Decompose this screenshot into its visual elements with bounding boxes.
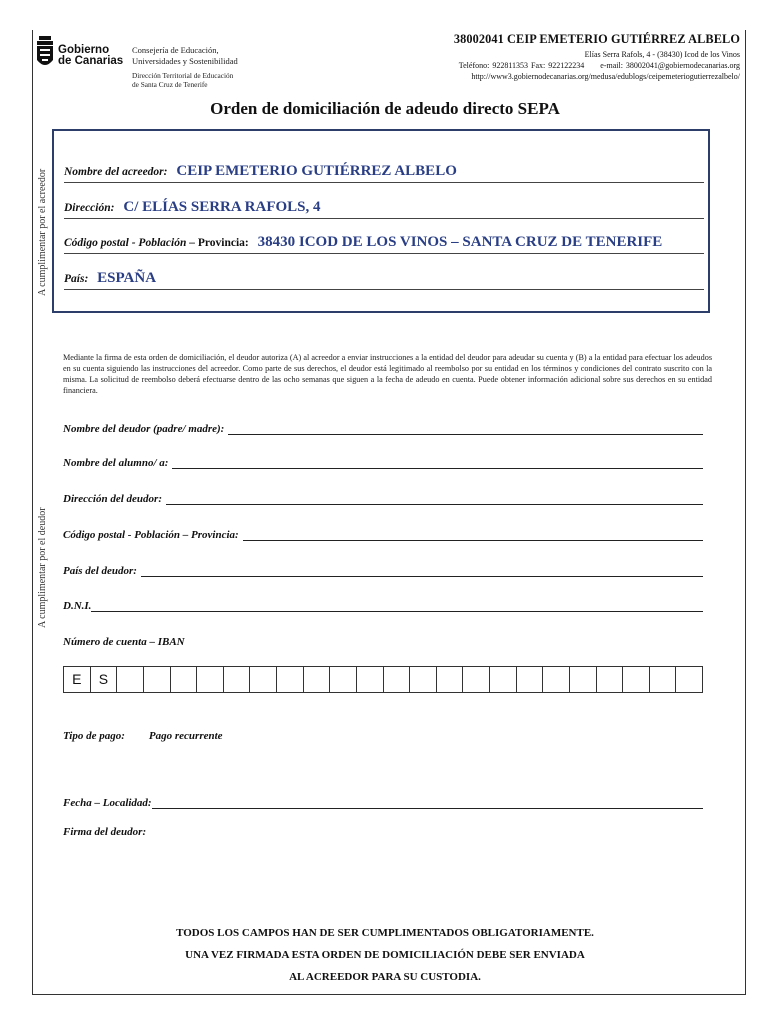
iban-cell[interactable] <box>117 667 144 692</box>
creditor-box <box>52 129 710 313</box>
creditor-country-label: País: <box>64 273 89 285</box>
debtor-parent-line[interactable] <box>228 424 703 435</box>
dni-line[interactable] <box>91 601 703 612</box>
iban-grid[interactable] <box>63 666 703 693</box>
iban-cell[interactable] <box>224 667 251 692</box>
creditor-name-row: Nombre del acreedor: CEIP EMETERIO GUTIÉRREZ ALBELO <box>64 163 704 183</box>
iban-cell[interactable] <box>623 667 650 692</box>
iban-cell[interactable] <box>437 667 464 692</box>
iban-cell[interactable] <box>463 667 490 692</box>
creditor-name-label: Nombre del acreedor <box>64 166 164 178</box>
school-address: Elías Serra Rafols, 4 - (38430) Icod de los Vinos <box>584 50 740 59</box>
iban-cell[interactable] <box>543 667 570 692</box>
iban-cell[interactable] <box>490 667 517 692</box>
iban-cell[interactable] <box>330 667 357 692</box>
iban-cell[interactable] <box>650 667 677 692</box>
creditor-postal-label: Código postal - Población – <box>64 237 195 249</box>
debtor-address-field[interactable] <box>63 493 703 505</box>
student-name-field[interactable] <box>63 457 703 469</box>
consejeria <box>132 45 238 66</box>
debtor-postal-line[interactable] <box>243 530 703 541</box>
school-name: 38002041 CEIP EMETERIO GUTIÉRREZ ALBELO <box>453 32 740 46</box>
logo-line1: Gobierno <box>58 44 110 56</box>
iban-cell[interactable] <box>197 667 224 692</box>
gobierno-logo <box>36 36 123 70</box>
logo-line2: de Canarias <box>58 55 124 67</box>
iban-cell[interactable] <box>384 667 411 692</box>
creditor-name-value: CEIP EMETERIO GUTIÉRREZ ALBELO <box>176 163 457 179</box>
debtor-postal-label: Código postal - Población – Provincia: <box>63 529 239 541</box>
iban-cell[interactable] <box>357 667 384 692</box>
debtor-parent-field[interactable] <box>63 423 703 435</box>
iban-label-row <box>63 636 703 648</box>
iban-cell[interactable] <box>410 667 437 692</box>
debtor-country-field[interactable] <box>63 565 703 577</box>
debtor-side-label: A cumplimentar por el deudor <box>37 507 48 628</box>
direccion-line2: de Santa Cruz de Tenerife <box>132 79 208 89</box>
student-name-label: Nombre del alumno/ a: <box>63 457 169 469</box>
debtor-country-label: País del deudor: <box>63 565 137 577</box>
consejeria-line1: Consejería de Educación, <box>132 45 219 55</box>
iban-cell-2: S <box>91 667 118 692</box>
footer-line2: UNA VEZ FIRMADA ESTA ORDEN DE DOMICILIACIÓN DEBE SER ENVIADA <box>185 949 585 961</box>
iban-cell-1: E <box>64 667 91 692</box>
iban-label: Número de cuenta – IBAN <box>63 636 185 648</box>
creditor-country-row <box>64 270 704 290</box>
creditor-address-row: Dirección: C/ ELÍAS SERRA RAFOLS, 4 <box>64 199 704 219</box>
iban-cell[interactable] <box>171 667 198 692</box>
form-title: Orden de domiciliación de adeudo directo SEPA <box>210 99 560 118</box>
direccion-territorial <box>132 72 233 89</box>
school-web: http://www3.gobiernodecanarias.org/medusa/edublogs/ceipemeteriogutierrezalbelo/ <box>471 72 740 81</box>
school-header <box>454 32 740 81</box>
iban-cell[interactable] <box>597 667 624 692</box>
dni-field[interactable] <box>63 600 703 612</box>
debtor-address-line[interactable] <box>166 494 703 505</box>
payment-type <box>63 730 223 742</box>
iban-cell[interactable] <box>676 667 702 692</box>
iban-cell[interactable] <box>144 667 171 692</box>
debtor-address-label: Dirección del deudor: <box>63 493 162 505</box>
creditor-address-label: Dirección <box>64 202 111 214</box>
consejeria-line2: Universidades y Sostenibilidad <box>132 55 238 66</box>
direccion-line1: Dirección Territorial de Educación <box>132 71 234 80</box>
student-name-line[interactable] <box>172 458 703 469</box>
sepa-legal-text: Mediante la firma de esta orden de domiciliación, el deudor autoriza (A) al acreedor a enviar instrucciones a la entidad del deudor para adeudar su cuenta y (B) a la entidad para efectuar los adeudos en su cuenta siguiendo las instrucciones del acreedor. Como parte de sus derechos, el deudor está legitimado al reembolso por su entidad en los términos y condiciones del contrato suscrito con la misma. La solicitud de reembolso deberá efectuarse dentro de las ocho semanas que siguen a la fecha de adeudo en cuenta. Puede obtener información adicional sobre sus derechos en su entidad financiera. <box>63 353 712 395</box>
footer-notice <box>0 922 770 988</box>
iban-cell[interactable] <box>304 667 331 692</box>
date-location-field[interactable] <box>63 797 703 809</box>
debtor-postal-field[interactable] <box>63 529 703 541</box>
iban-cell[interactable] <box>277 667 304 692</box>
iban-cell[interactable] <box>517 667 544 692</box>
creditor-postal-value: 38430 ICOD DE LOS VINOS – SANTA CRUZ DE TENERIFE <box>257 234 663 250</box>
school-phone: Teléfono: 922811353 Fax: 922122234 <box>458 61 585 70</box>
school-email: e-mail: 38002041@gobiernodecanarias.org <box>600 61 740 70</box>
creditor-country-value: ESPAÑA <box>97 270 157 286</box>
signature-label: Firma del deudor: <box>63 826 147 838</box>
school-contact <box>454 61 740 70</box>
date-location-line[interactable] <box>152 798 703 809</box>
coat-of-arms-icon <box>36 36 54 70</box>
footer-line1: TODOS LOS CAMPOS HAN DE SER CUMPLIMENTADOS OBLIGATORIAMENTE. <box>176 927 594 939</box>
creditor-postal-label2: Provincia: <box>197 237 249 249</box>
creditor-side-label: A cumplimentar por el acreedor <box>37 168 48 296</box>
date-location-label: Fecha – Localidad: <box>63 797 152 809</box>
iban-cell[interactable] <box>250 667 277 692</box>
debtor-country-line[interactable] <box>141 566 703 577</box>
iban-cell[interactable] <box>570 667 597 692</box>
payment-type-value: Pago recurrente <box>148 730 223 742</box>
payment-type-label: Tipo de pago: <box>63 730 125 742</box>
creditor-postal-row <box>64 234 704 254</box>
creditor-address-value: C/ ELÍAS SERRA RAFOLS, 4 <box>123 199 321 215</box>
dni-label: D.N.I. <box>63 600 92 612</box>
footer-line3: AL ACREEDOR PARA SU CUSTODIA. <box>289 971 481 983</box>
debtor-parent-label: Nombre del deudor (padre/ madre): <box>63 423 225 435</box>
